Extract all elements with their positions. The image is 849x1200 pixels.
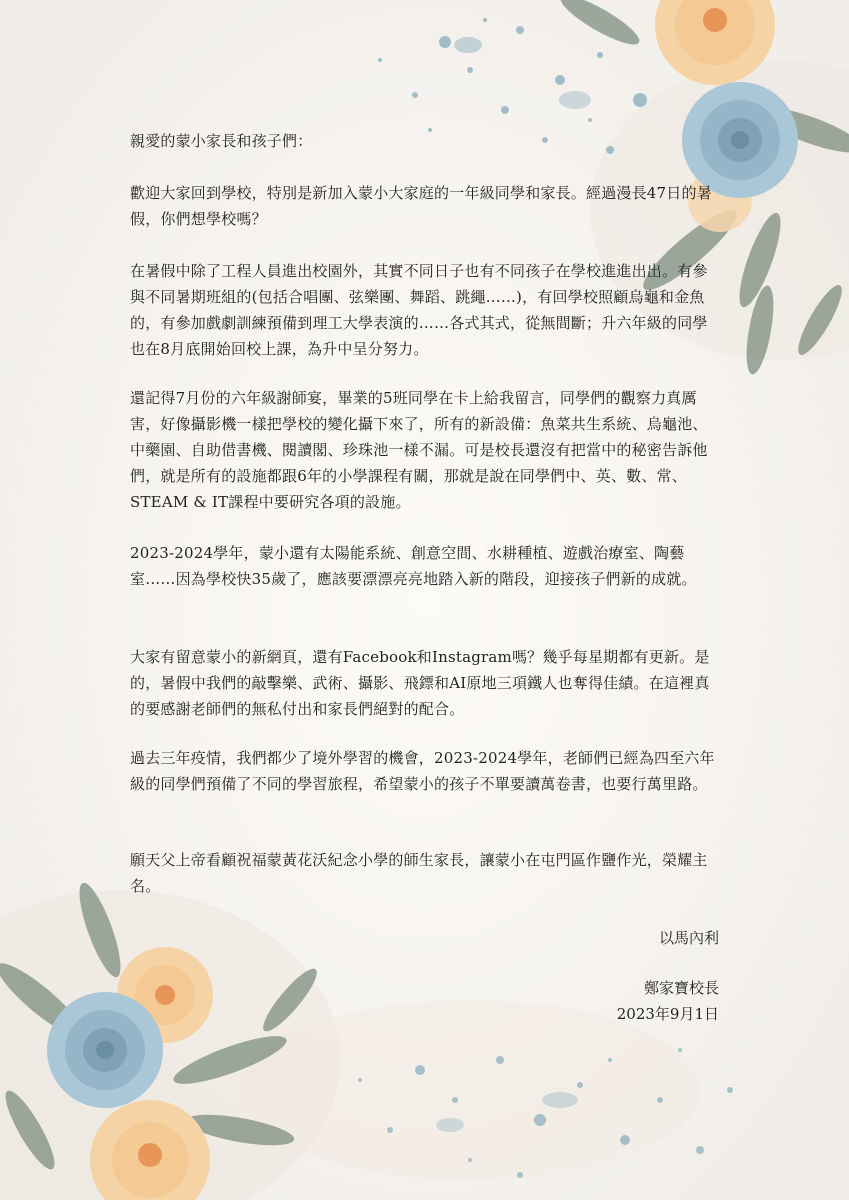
letter-paragraph-1: 歡迎大家回到學校，特別是新加入蒙小大家庭的一年級同學和家長。經過漫長47日的暑假，你們想學校嗎？ bbox=[130, 184, 712, 228]
letter-paragraph-3: 還記得7月份的六年級謝師宴，畢業的5班同學在卡上給我留言，同學們的觀察力真厲害，好像攝影機一樣把學校的變化攝下來了，所有的新設備：魚菜共生系統、烏龜池、中藥園、自助借書機、閱讀閣、珍珠池一樣不漏。可是校長還沒有把當中的秘密告訴他們，就是所有的設施都跟6年的小學課程有關，那就是說在同學們中、英、數、常、STEAM & IT課程中要研究各項的設施。 bbox=[130, 389, 708, 511]
letter-closing: 以馬內利 bbox=[658, 929, 719, 947]
letter-date: 2023年9月1日 bbox=[616, 1005, 719, 1023]
letter-paragraph-4: 2023-2024學年，蒙小還有太陽能系統、創意空間、水耕種植、遊戲治療室、陶藝室……因為學校快35歲了，應該要漂漂亮亮地踏入新的階段，迎接孩子們新的成就。 bbox=[130, 544, 697, 588]
letter-greeting: 親愛的蒙小家長和孩子們： bbox=[130, 132, 313, 150]
letter-paragraph-7: 願天父上帝看顧祝福蒙黃花沃紀念小學的師生家長，讓蒙小在屯門區作鹽作光，榮耀主名。 bbox=[130, 851, 708, 895]
letter-paragraph-6: 過去三年疫情，我們都少了境外學習的機會，2023-2024學年，老師們已經為四至六年級的同學們預備了不同的學習旅程，希望蒙小的孩子不單要讀萬卷書，也要行萬里路。 bbox=[130, 749, 715, 793]
letter-paragraph-2: 在暑假中除了工程人員進出校園外，其實不同日子也有不同孩子在學校進進出出。有參與不同暑期班組的(包括合唱團、弦樂團、舞蹈、跳繩……)，有回學校照顧烏龜和金魚的，有參加戲劇訓練預備到理工大學表演的……各式其式，從無間斷；升六年級的同學也在8月底開始回校上課，為升中呈分努力。 bbox=[130, 262, 708, 358]
letter-signer: 鄭家寶校長 bbox=[643, 979, 719, 997]
letter-paragraph-5: 大家有留意蒙小的新網頁，還有Facebook和Instagram嗎？幾乎每星期都有更新。是的，暑假中我們的敲擊樂、武術、攝影、飛鏢和AI原地三項鐵人也奪得佳績。在這裡真的要感謝老師們的無私付出和家長們絕對的配合。 bbox=[130, 648, 710, 718]
